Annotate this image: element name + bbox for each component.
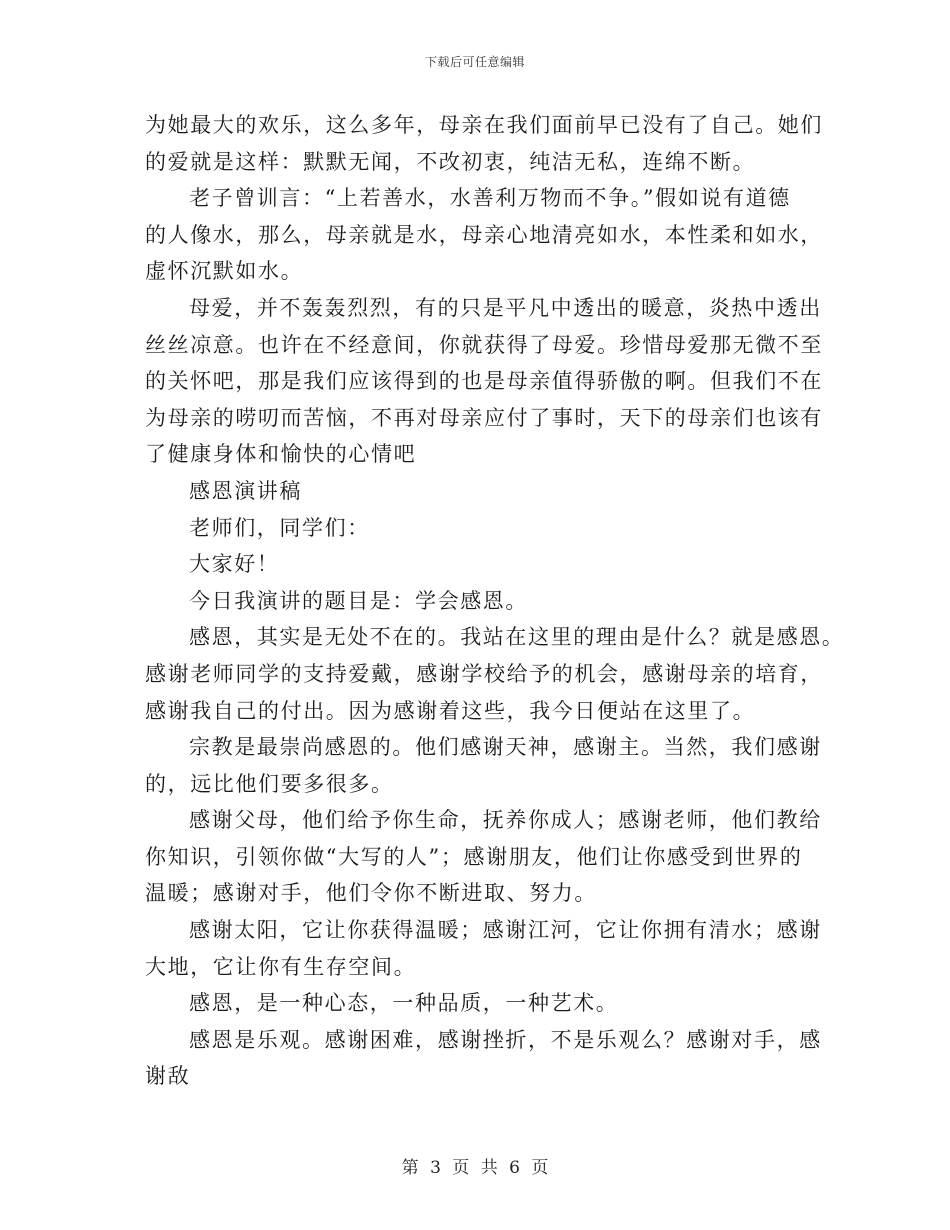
text-line: 的，远比他们要多很多。 (145, 771, 394, 796)
text-line: 的人像水，那么，母亲就是水，母亲心地清亮如水，本性柔和如水， (145, 222, 823, 247)
text-line: 感谢太阳，它让你获得温暖；感谢江河，它让你拥有清水；感谢 (189, 918, 822, 943)
section-title: 感恩演讲稿 (189, 478, 302, 503)
text-line: 感谢父母，他们给予你生命，抚养你成人；感谢老师，他们教给 (189, 808, 822, 833)
text-line: 温暖；感谢对手，他们令你不断进取、努力。 (145, 881, 597, 906)
text-line: 感谢我自己的付出。因为感谢着这些，我今日便站在这里了。 (145, 698, 756, 723)
text-line: 大地，它让你有生存空间。 (145, 954, 417, 979)
text-line: 谢敌 (145, 1064, 191, 1089)
text-line: 宗教是最崇尚感恩的。他们感谢天神，感谢主。当然，我们感谢 (189, 735, 822, 760)
text-line: 虚怀沉默如水。 (145, 259, 304, 284)
text-line: 今日我演讲的题目是：学会感恩。 (189, 588, 528, 613)
text-line: 母爱，并不轰轰烈烈，有的只是平凡中透出的暖意，炎热中透出 (189, 295, 822, 320)
text-line: 为她最大的欢乐，这么多年，母亲在我们面前早已没有了自己。她们 (145, 113, 823, 137)
text-line: 了健康身体和愉快的心情吧 (145, 442, 417, 467)
salutation: 老师们，同学们： (189, 515, 370, 540)
text-line: 感谢老师同学的支持爱戴，感谢学校给予的机会，感谢母亲的培育， (145, 661, 823, 686)
text-line: 为母亲的唠叨而苦恼，不再对母亲应付了事时，天下的母亲们也该有 (145, 405, 823, 430)
page-header: 下载后可任意编辑 (424, 55, 525, 69)
text-line: 丝丝凉意。也许在不经意间，你就获得了母爱。珍惜母爱那无微不至 (145, 332, 823, 357)
text-line: 的爱就是这样：默默无闻，不改初衷，纯洁无私，连绵不断。 (145, 149, 756, 174)
text-line: 感恩，其实是无处不在的。我站在这里的理由是什么？就是感恩。 (189, 625, 845, 650)
text-line: 老子曾训言：“上若善水，水善利万物而不争。”假如说有道德 (189, 186, 791, 211)
text-line: 感恩，是一种心态，一种品质，一种艺术。 (189, 991, 619, 1016)
page-footer: 第 3 页 共 6 页 (401, 1158, 549, 1178)
text-line: 感恩是乐观。感谢困难，感谢挫折，不是乐观么？感谢对手，感 (189, 1027, 822, 1052)
greeting: 大家好！ (189, 552, 280, 577)
body-text (145, 107, 845, 1095)
text-line: 你知识，引领你做“大写的人”；感谢朋友，他们让你感受到世界的 (145, 844, 803, 869)
text-line: 的关怀吧，那是我们应该得到的也是母亲值得骄傲的啊。但我们不在 (145, 369, 823, 394)
